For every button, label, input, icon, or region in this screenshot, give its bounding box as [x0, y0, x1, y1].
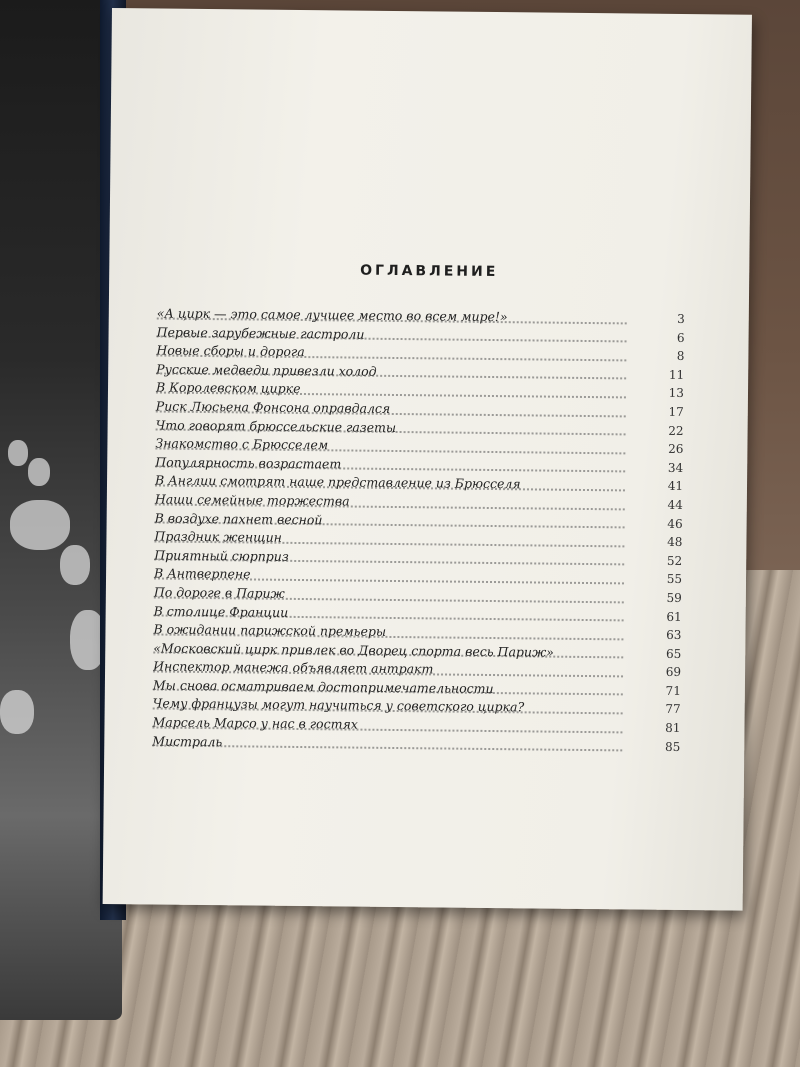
photo-figure [10, 500, 70, 550]
toc-entry-title: Первые зарубежные гастроли [156, 324, 365, 342]
toc-entry-page-number: 41 [667, 479, 684, 494]
toc-entry-page-number: 26 [668, 442, 684, 457]
toc-entry-page-number: 65 [665, 646, 682, 661]
toc-entry-title: Инспектор манежа объявляет антракт [153, 658, 434, 677]
toc-entry-title: Риск Люсьена Фонсона оправдался [155, 398, 391, 416]
toc-entry-title: В воздухе пахнет весной [154, 510, 323, 527]
toc-entry-title: «Московский цирк привлек во Дворец спорта весь Париж» [153, 640, 554, 660]
toc-heading: ОГЛАВЛЕНИЕ [360, 262, 499, 281]
toc-entry-title: Мы снова осматриваем достопримечательности [152, 677, 494, 696]
toc-entry-page-number: 46 [667, 516, 683, 531]
toc-entry-title: Знакомство с Брюсселем [155, 435, 329, 453]
toc-entry-title: Наши семейные торжества [154, 491, 350, 509]
toc-entry-title: Популярность возрастает [155, 454, 342, 472]
contents-page [103, 8, 752, 911]
toc-entry-title: Что говорят брюссельские газеты [155, 417, 397, 435]
toc-entry-title: «А цирк — это самое лучшее место во всем мире!» [156, 305, 508, 325]
toc-entry-page-number: 55 [666, 572, 683, 587]
toc-entry-title: В ожидании парижской премьеры [153, 621, 387, 639]
dot-leader [152, 745, 622, 752]
photo-figure [60, 545, 90, 585]
toc-entry-page-number: 13 [668, 386, 685, 401]
toc-entry-page-number: 69 [665, 665, 682, 680]
toc-entry-page-number: 85 [664, 739, 681, 754]
toc-entry-title: Чему французы могут научиться у советского цирка? [152, 695, 525, 715]
toc-entry-page-number: 8 [676, 349, 685, 364]
toc-entry-page-number: 11 [668, 367, 685, 382]
photo-figure [8, 440, 28, 466]
toc-entry-title: Мистраль [152, 733, 223, 749]
toc-entry-page-number: 34 [667, 460, 684, 475]
toc-entry-title: В Королевском цирке [155, 379, 301, 397]
toc-entry [152, 732, 681, 756]
toc-entry-page-number: 3 [677, 311, 685, 327]
toc-entry-page-number: 59 [666, 590, 682, 605]
photo-figure [0, 690, 34, 734]
toc-entry-page-number: 77 [665, 702, 681, 717]
toc-entry-page-number: 63 [666, 627, 682, 643]
toc-entry-title: В Антверпене [154, 565, 251, 582]
toc-entry-title: Новые сборы и дорога [156, 342, 305, 360]
toc-entry-page-number: 71 [665, 683, 681, 698]
toc-entry-title: Праздник женщин [154, 528, 283, 545]
toc-entry-title: По дороге в Париж [153, 584, 285, 601]
toc-entry-page-number: 48 [667, 534, 683, 550]
toc-entry-title: В столице Франции [153, 602, 289, 620]
toc-entry-title: В Англии смотрят наше представление из Брюсселя [154, 472, 521, 492]
photo-figure [28, 458, 50, 486]
toc-entry-page-number: 44 [667, 497, 683, 512]
toc-entry-title: Приятный сюрприз [154, 547, 289, 564]
toc-entry-page-number: 17 [668, 404, 684, 419]
toc-list [152, 304, 685, 755]
toc-entry-page-number: 81 [665, 720, 681, 736]
toc-entry-page-number: 6 [676, 330, 685, 345]
toc-entry-page-number: 22 [668, 423, 684, 438]
toc-entry-title: Марсель Марсо у нас в гостях [152, 714, 358, 732]
toc-entry-page-number: 61 [666, 609, 682, 624]
toc-entry-page-number: 52 [666, 553, 683, 568]
toc-entry-title: Русские медведи привезли холод [156, 361, 377, 379]
